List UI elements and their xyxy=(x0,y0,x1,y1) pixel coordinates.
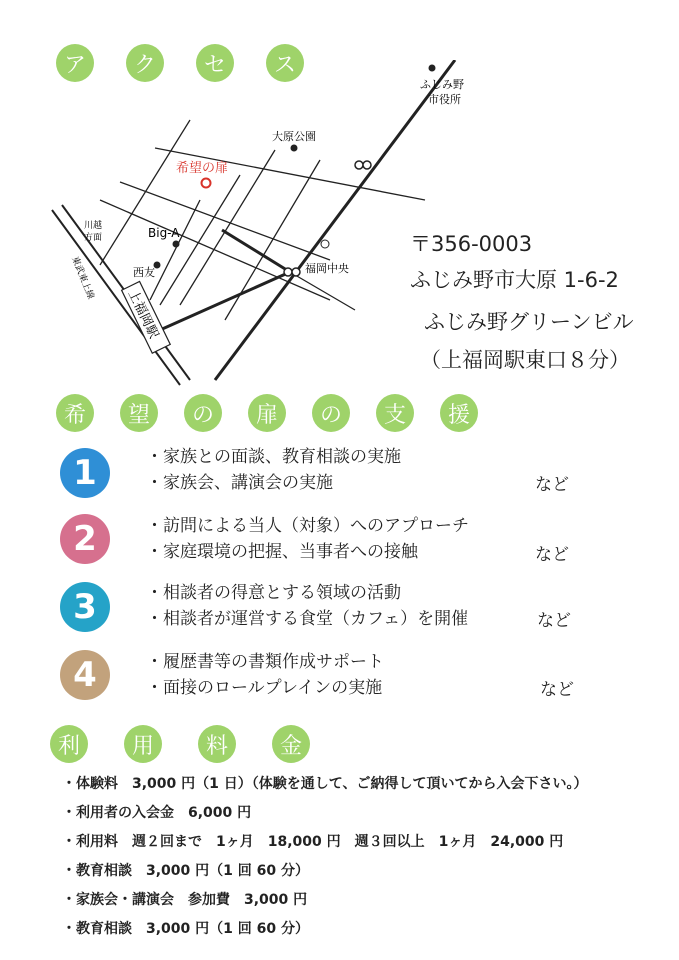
support-text-3 xyxy=(146,580,468,632)
fee-row: ・体験料 3,000 円（1 日）（体験を通して、ご納得して頂いてから入会下さい。） xyxy=(62,776,588,792)
access-map xyxy=(0,60,679,390)
heading-char: 扉 xyxy=(248,394,286,432)
heading-char: 用 xyxy=(124,725,162,763)
label-city-hall: ふじみ野 xyxy=(420,78,464,91)
support-line: ・訪問による当人（対象）へのアプローチ xyxy=(146,516,469,536)
number-badge: 1 xyxy=(60,448,110,498)
support-line: ・家族会、講演会の実施 xyxy=(146,473,333,493)
support-text-2 xyxy=(146,513,469,565)
label-big-a: Big-A xyxy=(148,226,180,240)
label-city-hall-2: 市役所 xyxy=(428,93,461,106)
address-line2: ふじみ野グリーンビル xyxy=(424,310,634,334)
label-tobu: 東武東上線 xyxy=(69,255,96,301)
label-kawagoe: 川越 xyxy=(84,221,103,231)
nado-label: など xyxy=(535,475,569,495)
label-kawagoe-2: 方面 xyxy=(84,233,103,243)
support-item-2 xyxy=(60,514,110,564)
fee-list xyxy=(62,770,588,944)
support-line: ・家庭環境の把握、当事者への接触 xyxy=(146,542,418,562)
fee-row: ・教育相談 3,000 円（1 回 60 分） xyxy=(62,921,310,937)
heading-char: 望 xyxy=(120,394,158,432)
heading-char: ア xyxy=(56,44,94,82)
fee-row: ・利用料 週２回まで 1ヶ月 18,000 円 週３回以上 1ヶ月 24,000 円 xyxy=(62,834,564,850)
fee-heading xyxy=(50,725,310,763)
label-seiyu: 西友 xyxy=(133,266,155,279)
number-badge: 2 xyxy=(60,514,110,564)
heading-char: 支 xyxy=(376,394,414,432)
number-badge: 3 xyxy=(60,582,110,632)
support-line: ・家族との面談、教育相談の実施 xyxy=(146,447,401,467)
heading-char: の xyxy=(184,394,222,432)
support-item-1 xyxy=(60,448,110,498)
postal-code: 〒356-0003 xyxy=(410,232,533,256)
heading-char: 希 xyxy=(56,394,94,432)
nado-label: など xyxy=(537,611,571,631)
nado-label: など xyxy=(540,680,574,700)
fee-row: ・家族会・講演会 参加費 3,000 円 xyxy=(62,892,308,908)
support-line: ・面接のロールプレインの実施 xyxy=(146,678,383,698)
address-line1: ふじみ野市大原 1-6-2 xyxy=(410,268,619,292)
support-item-3 xyxy=(60,582,110,632)
support-item-4 xyxy=(60,650,110,700)
heading-char: ス xyxy=(266,44,304,82)
heading-char: 利 xyxy=(50,725,88,763)
label-kibou: 希望の扉 xyxy=(176,161,229,176)
heading-char: 援 xyxy=(440,394,478,432)
heading-char: 料 xyxy=(198,725,236,763)
support-heading xyxy=(56,394,478,432)
support-line: ・相談者が運営する食堂（カフェ）を開催 xyxy=(146,609,469,629)
support-text-1 xyxy=(146,444,401,496)
support-line: ・履歴書等の書類作成サポート xyxy=(146,652,384,672)
support-text-4 xyxy=(146,649,384,701)
heading-char: の xyxy=(312,394,350,432)
label-station: 上福岡駅 xyxy=(124,287,161,342)
address-line3: （上福岡駅東口８分） xyxy=(420,348,630,372)
label-ohara-park: 大原公園 xyxy=(272,130,316,143)
heading-char: セ xyxy=(196,44,234,82)
fee-row: ・教育相談 3,000 円（1 回 60 分） xyxy=(62,863,310,879)
fee-row: ・利用者の入会金 6,000 円 xyxy=(62,805,252,821)
label-fukuoka-chuo: 福岡中央 xyxy=(305,262,349,275)
nado-label: など xyxy=(535,545,569,565)
heading-char: ク xyxy=(126,44,164,82)
number-badge: 4 xyxy=(60,650,110,700)
heading-char: 金 xyxy=(272,725,310,763)
support-line: ・相談者の得意とする領域の活動 xyxy=(146,583,401,603)
